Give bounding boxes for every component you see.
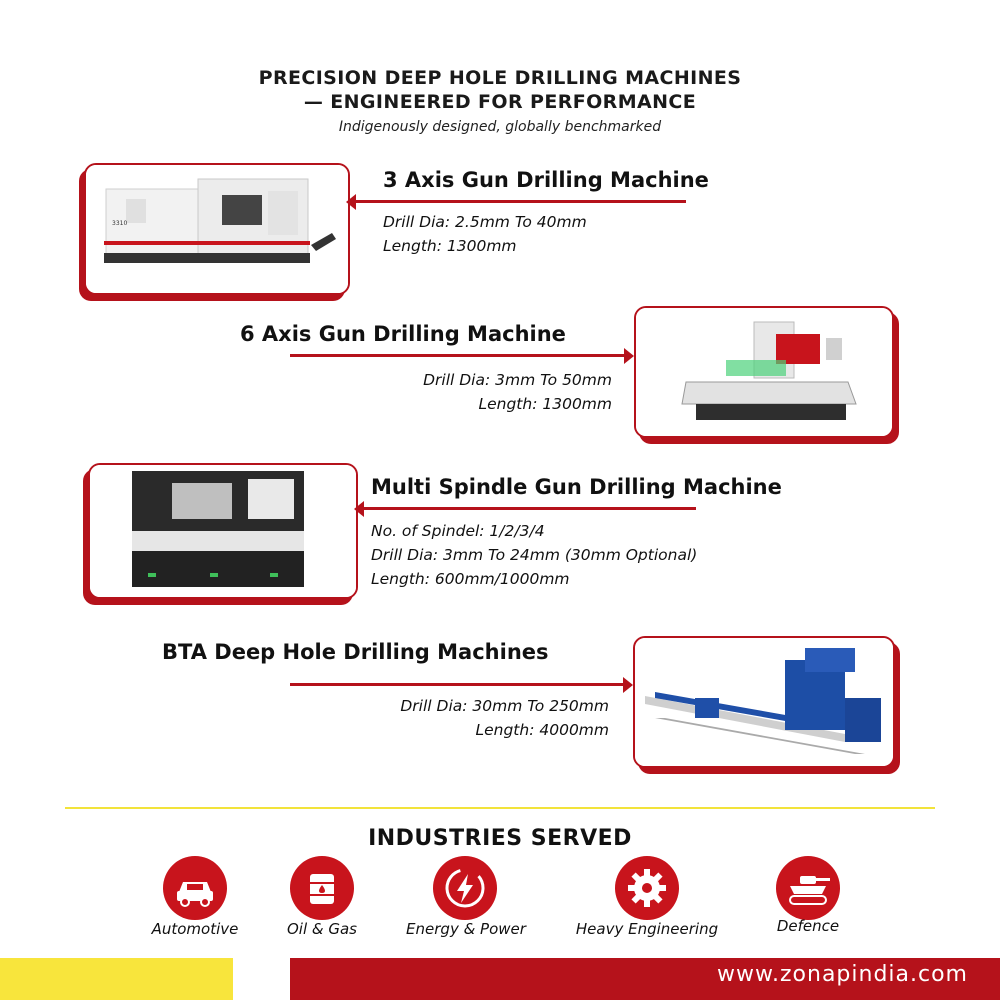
machine-3-underline: [364, 507, 696, 510]
machine-1-spec-drill: Drill Dia: 2.5mm To 40mm: [383, 213, 587, 231]
industry-label-oil-gas: Oil & Gas: [286, 920, 357, 938]
machine-4-pointer: [623, 677, 633, 693]
machine-4-image: [633, 636, 895, 768]
machine-4-title: BTA Deep Hole Drilling Machines: [162, 640, 549, 664]
machine-3-title: Multi Spindle Gun Drilling Machine: [371, 475, 782, 499]
machine-1-underline: [356, 200, 686, 203]
machine-3-illustration: [90, 465, 356, 597]
machine-4-spec-length: Length: 4000mm: [475, 721, 609, 739]
section-divider: [65, 807, 935, 809]
page-title: [0, 66, 1000, 114]
machine-2-illustration: [636, 308, 892, 436]
gear-icon: [615, 856, 679, 920]
machine-2-spec-drill: Drill Dia: 3mm To 50mm: [423, 371, 612, 389]
machine-2-pointer: [624, 348, 634, 364]
machine-4-specs: [400, 694, 609, 742]
lightning-icon: [433, 856, 497, 920]
page-title-line1: PRECISION DEEP HOLE DRILLING MACHINES: [258, 67, 742, 89]
machine-1-model-label: 3310: [112, 220, 128, 227]
industry-label-heavy-engineering: Heavy Engineering: [575, 920, 719, 938]
machine-2-image: [634, 306, 894, 438]
industries-title: INDUSTRIES SERVED: [368, 826, 632, 851]
machine-4-underline: [290, 683, 623, 686]
machine-1-spec-length: Length: 1300mm: [383, 237, 517, 255]
footer-website-link[interactable]: www.zonapindia.com: [717, 962, 968, 987]
machine-4-illustration: [635, 638, 893, 766]
machine-1-image: [84, 163, 350, 295]
machine-3-spec-drill: Drill Dia: 3mm To 24mm (30mm Optional): [371, 546, 698, 564]
machine-2-specs: [423, 368, 612, 416]
machine-2-spec-length: Length: 1300mm: [478, 395, 612, 413]
car-icon: [163, 856, 227, 920]
machine-3-image: [88, 463, 358, 599]
industry-label-energy-power: Energy & Power: [406, 920, 526, 938]
machine-1-illustration: [86, 165, 348, 293]
machine-2-underline: [290, 354, 624, 357]
tank-icon: [776, 856, 840, 920]
machine-3-pointer: [354, 501, 364, 517]
machine-1-specs: [383, 210, 587, 258]
industry-label-automotive: Automotive: [151, 920, 239, 938]
footer-yellow-bar: [0, 958, 233, 1000]
machine-3-specs: [371, 519, 697, 591]
machine-3-spec-spindle: No. of Spindel: 1/2/3/4: [371, 522, 545, 540]
page-subtitle: Indigenously designed, globally benchmarked: [338, 119, 662, 135]
machine-4-spec-drill: Drill Dia: 30mm To 250mm: [400, 697, 609, 715]
machine-1-title: 3 Axis Gun Drilling Machine: [383, 168, 709, 192]
machine-3-spec-length: Length: 600mm/1000mm: [371, 570, 570, 588]
industry-label-defence: Defence: [776, 917, 840, 935]
machine-1-pointer: [346, 194, 356, 210]
oil-drum-icon: [290, 856, 354, 920]
page-title-line2: — ENGINEERED FOR PERFORMANCE: [303, 91, 697, 113]
machine-2-title: 6 Axis Gun Drilling Machine: [240, 322, 566, 346]
